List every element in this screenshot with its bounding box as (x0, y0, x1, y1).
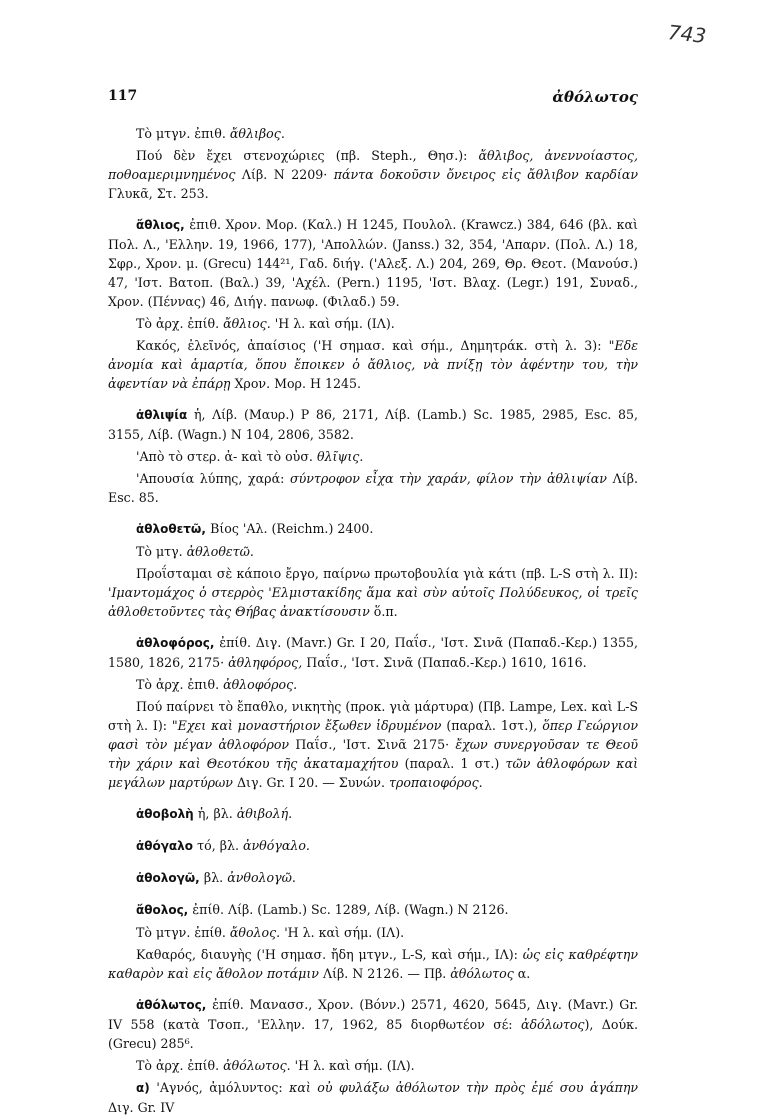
text-segment: Γλυκᾶ, Στ. 253. (108, 186, 209, 201)
headword: α) (136, 1081, 157, 1095)
text-segment: Τὸ μτγ. (136, 544, 187, 559)
text-segment: ἐπίθ. Διγ. (Mavr.) Gr. I 20, Παΐσ., 'Ιστ. Σινᾶ (Παπαδ.-Κερ.) 1355, 1580, 1826, 2175· (108, 635, 639, 670)
italic-quote: ἄθολος. (229, 925, 285, 940)
text-segment: ὅ.π. (373, 604, 398, 619)
entry-paragraph (108, 469, 638, 507)
italic-quote: ἀνθολογῶ. (227, 870, 296, 885)
text-segment: ἡ, βλ. (197, 806, 237, 821)
text-segment: (παραλ. 1στ.), (446, 718, 543, 733)
text-segment: 'Αγνός, ἀμόλυντος: (156, 1080, 290, 1095)
text-segment: Διγ. Gr. I 20. — Συνών. (236, 775, 389, 790)
headword: ἀθόλωτος, (136, 998, 213, 1012)
text-segment: τό, βλ. (197, 838, 243, 853)
text-segment: (παραλ. 1 στ.) (404, 756, 506, 771)
dictionary-entry (108, 405, 638, 444)
text-segment: Παΐσ., 'Ιστ. Σινᾶ (Παπαδ.-Κερ.) 1610, 1616. (306, 655, 587, 670)
headword: ἄθολος, (136, 903, 193, 917)
dictionary-entry (108, 804, 638, 824)
entry-paragraph (108, 314, 638, 333)
italic-quote: "Εχει καὶ μοναστήριον ἔξωθεν ἱδρυμένον (171, 718, 447, 733)
entry-paragraph (108, 1078, 638, 1117)
text-segment: Παΐσ., 'Ιστ. Σινᾶ 2175· (295, 737, 456, 752)
italic-quote: ἀθόλωτος (450, 966, 518, 981)
italic-quote: ἀθλοφόρος. (223, 677, 298, 692)
text-segment: Τὸ μτγν. ἐπίθ. (136, 925, 230, 940)
italic-quote: ἀνθόγαλο. (243, 838, 310, 853)
dictionary-entry (108, 995, 638, 1053)
italic-quote: ἀθλοθετῶ. (186, 544, 254, 559)
italic-quote: ἄθλιβος. (229, 126, 285, 141)
italic-quote: ἀθόλωτος. (223, 1058, 295, 1073)
headword: ἀθλιψία (136, 408, 194, 422)
entry-paragraph (108, 542, 638, 561)
text-segment: 'Η λ. καὶ σήμ. (ΙΛ). (294, 1058, 415, 1073)
italic-quote: ἄθλιβος, ἀνεννοίαστος, ποθοαμεριμνημένος (108, 148, 638, 182)
headword: ἀθλοφόρος, (136, 636, 220, 650)
entry-paragraph (108, 146, 638, 203)
entry-paragraph (108, 447, 638, 466)
headword: ἀθλοθετῶ, (136, 522, 211, 536)
italic-quote: καὶ οὐ φυλάξω ἀθόλωτον τὴν πρὸς ἐμέ σου ἀγάπην (289, 1080, 639, 1095)
text-segment: Διγ. Gr. IV (108, 1100, 175, 1115)
page-header (108, 88, 638, 108)
text-segment: Βίος 'Αλ. (Reichm.) 2400. (210, 521, 374, 536)
text-segment: Κακός, ἐλεῖνός, ἀπαίσιος ('Η σημασ. καὶ σήμ., Δημητράκ. στὴ λ. 3): (136, 338, 609, 353)
italic-quote: ἀδόλωτος (520, 1017, 585, 1032)
dictionary-entry (108, 868, 638, 888)
text-segment: Πού παίρνει τὸ ἔπαθλο, νικητὴς (προκ. γιὰ μάρτυρα) (Πβ. Lampe, Lex. καὶ L-S στὴ λ. I): (108, 699, 638, 733)
italic-quote: "Εδε ἀνομία καὶ ἁμαρτία, ὅπου ἔποικεν ὁ ἄθλιος, νὰ πνίξῃ τὸν ἀφέντην του, τὴν ἀφεντίαν νὰ ἐπάρῃ (108, 338, 638, 391)
dictionary-entry (108, 836, 638, 856)
text-segment: ἐπιθ. Χρον. Μορ. (Καλ.) H 1245, Πουλολ. (Krawcz.) 384, 646 (βλ. καὶ Πολ. Λ., 'Ελλην. 19, 1966, 177), 'Απολλών. (Janss.) 32, 354, 'Απαρν. (Πολ. Λ.) 18, Σφρ., Χρον. μ. (Grecu) 144²¹, Γαδ. διήγ. ('Αλεξ. Λ.) 204, 269, Θρ. Θεοτ. (Μανούσ.) 47, 'Ιστ. Βατοπ. (Βαλ.) 39, 'Αχέλ. (Pern.) 1195, 'Ιστ. Βλαχ. (Legr.) 191, Συναδ., Χρον. (Πέννας) 46, Διήγ. πανωφ. (Φιλαδ.) 59. (108, 217, 638, 309)
text-segment: Τὸ ἀρχ. ἐπίθ. (136, 1058, 224, 1073)
italic-quote: 'Ιμαντομάχος ὁ στερρὸς 'Ελμιστακίδης ἅμα καὶ σὺν αὐτοῖς Πολύδευκος, οἱ τρεῖς ἀθλοθετοῦντες τὰς Θήβας ἀνακτίσουσιν (108, 585, 638, 619)
entry-paragraph (108, 697, 638, 792)
italic-quote: ὡς εἰς καθρέφτην καθαρὸν καὶ εἰς ἄθολον ποτάμιν (108, 947, 638, 981)
italic-quote: ἄθλιος. (223, 316, 275, 331)
text-segment: 'Η λ. καὶ σήμ. (ΙΛ). (284, 925, 405, 940)
dictionary-entry (108, 633, 638, 672)
text-segment: Καθαρός, διαυγὴς ('Η σημασ. ἤδη μτγν., L-S, καὶ σήμ., ΙΛ): (136, 947, 523, 962)
entry-paragraph (108, 124, 638, 143)
italic-quote: θλῖψις. (316, 449, 364, 464)
italic-quote: σύντροφον εἶχα τὴν χαράν, φίλον τὴν ἀθλιψίαν (290, 471, 613, 486)
italic-quote: τῶν ἀθλοφόρων καὶ μεγάλων μαρτύρων (108, 756, 639, 790)
text-segment: ἐπίθ. Μανασσ., Χρον. (Βόνν.) 2571, 4620, 5645, Διγ. (Mavr.) Gr. IV 558 (κατὰ Τσοπ., 'Ελλην. 17, 1962, 85 διορθωτέον σέ: (108, 997, 639, 1032)
italic-quote: ἀθληφόρος, (228, 655, 307, 670)
text-segment: Τὸ ἀρχ. ἐπίθ. (136, 316, 224, 331)
italic-quote: ὅπερ Γεώργιον φασὶ τὸν μέγαν ἀθλοφόρον (108, 718, 638, 752)
text-segment: ἐπίθ. Λίβ. (Lamb.) Sc. 1289, Λίβ. (Wagn.) N 2126. (192, 902, 509, 917)
page-number: 117 (108, 88, 138, 104)
text-segment: ), Δούκ. (Grecu) 285⁶. (108, 1017, 638, 1051)
text-segment: 'Η λ. καὶ σήμ. (ΙΛ). (274, 316, 395, 331)
headword: ἀθόγαλο (136, 839, 198, 853)
text-segment: Λίβ. N 2126. — Πβ. (322, 966, 451, 981)
italic-quote: ἀθιβολή. (236, 806, 293, 821)
dictionary-text (108, 124, 638, 1117)
text-segment: ἡ, Λίβ. (Μαυρ.) P 86, 2171, Λίβ. (Lamb.) Sc. 1985, 2985, Esc. 85, 3155, Λίβ. (Wagn.) N 104, 2806, 3582. (108, 407, 638, 442)
entry-paragraph (108, 945, 638, 983)
entry-paragraph (108, 564, 638, 621)
text-segment: α. (517, 966, 531, 981)
text-segment: 'Απὸ τὸ στερ. ἀ- καὶ τὸ οὐσ. (136, 449, 317, 464)
running-head: ἀθόλωτος (552, 88, 638, 106)
dictionary-entry (108, 519, 638, 539)
headword: ἀθολογῶ, (136, 871, 204, 885)
text-segment: Τὸ μτγν. ἐπιθ. (136, 126, 230, 141)
italic-quote: πάντα δοκοῦσιν ὄνειρος εἰς ἄθλιβον καρδίαν (333, 167, 638, 182)
text-segment: Πού δὲν ἔχει στενοχώριες (πβ. Steph., Θησ.): (136, 148, 479, 163)
text-segment: Λίβ. N 2209· (241, 167, 334, 182)
italic-quote: τροπαιοφόρος. (388, 775, 483, 790)
text-segment: Λίβ. Esc. 85. (108, 471, 638, 505)
dictionary-entry (108, 215, 638, 311)
text-segment: Προΐσταμαι σὲ κάποιο ἔργο, παίρνω πρωτοβουλία γιὰ κάτι (πβ. L-S στὴ λ. II): (136, 566, 638, 581)
text-segment: βλ. (203, 870, 228, 885)
italic-quote: ἔχων συνεργοῦσαν τε Θεοῦ τὴν χάριν καὶ Θεοτόκου τῆς ἀκαταμαχήτου (108, 737, 638, 771)
entry-paragraph (108, 675, 638, 694)
entry-paragraph (108, 336, 638, 393)
text-segment: Χρον. Μορ. H 1245. (234, 376, 362, 391)
headword: ἄθλιος, (136, 218, 190, 232)
entry-paragraph (108, 923, 638, 942)
text-segment: Τὸ ἀρχ. ἐπιθ. (136, 677, 224, 692)
headword: ἀθοβολὴ (136, 807, 198, 821)
dictionary-entry (108, 900, 638, 920)
handwritten-page-note: 743 (666, 20, 708, 48)
entry-paragraph (108, 1056, 638, 1075)
text-segment: 'Απουσία λύπης, χαρά: (136, 471, 291, 486)
